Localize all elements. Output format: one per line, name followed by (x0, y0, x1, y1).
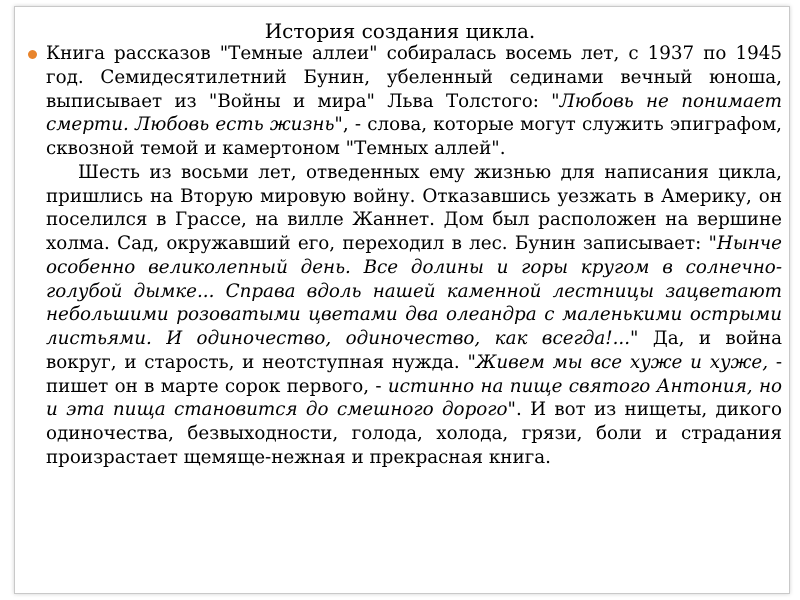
text-run: ", - слова, которые могут служить эпиграфом, сквозной темой и камертоном "Темных аллей". (46, 114, 782, 159)
slide-title: История создания цикла. (264, 19, 536, 43)
text-run: Шесть из восьми лет, отведенных ему жизнью для написания цикла, пришлись на Вторую мировую войну. Отказавшись уезжать в Америку, он поселился в Грассе, на вилле Жаннет. Дом был расположен на вершине холма. Сад, окружавший его, переходил в лес. Бунин записывает: " (46, 161, 782, 254)
text-run: " Да, и война вокруг, и старость, и неотступная нужда. " (46, 328, 782, 373)
italic-quote: истинно на пище святого Антония, но и эта пища становится до смешного дорого (46, 375, 782, 421)
text-run: - пишет он в марте сорок первого, - (46, 351, 783, 397)
italic-quote: Любовь не понимает смерти. Любовь есть жизнь (46, 90, 782, 136)
text-run: ". И вот из нищеты, дикого одиночества, безвыходности, голода, холода, грязи, боли и страдания произрастает щемяще-нежная и прекрасная книга. (46, 399, 783, 468)
bullet-icon (28, 50, 37, 59)
text-run: Книга рассказов "Темные аллеи" собиралась восемь лет, с 1937 по 1945 год. Семидесятилетний Бунин, убеленный сединами вечный юноша, выписывает из "Войны и мира" Льва Толстого: " (46, 43, 782, 112)
italic-quote: Живем мы все хуже и хуже, (475, 351, 769, 373)
paragraph-1 (46, 42, 782, 161)
italic-quote: Нынче особенно великолепный день. Все долины и горы кругом в солнечно-голубой дымке... Справа вдоль нашей каменной лестницы зацветают небольшими розоватыми цветами два олеандра с маленькими острыми листьями. И одиночество, одиночество, как всегда!... (46, 233, 782, 349)
slide-body (46, 42, 782, 470)
paragraph-2 (46, 161, 782, 470)
